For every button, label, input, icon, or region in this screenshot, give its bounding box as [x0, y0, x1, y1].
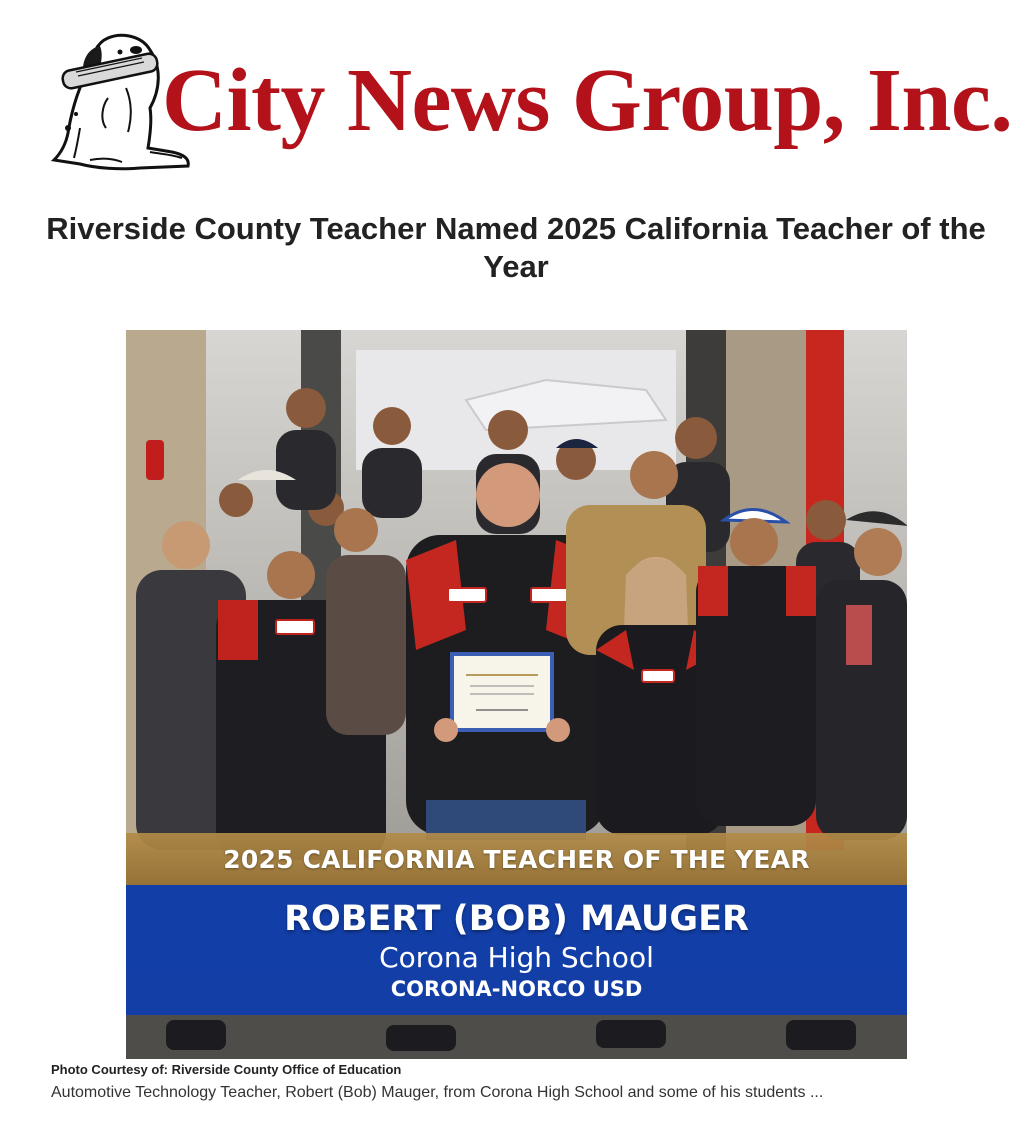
honoree-school: Corona High School	[379, 941, 654, 974]
award-banner-text: 2025 CALIFORNIA TEACHER OF THE YEAR	[223, 844, 810, 874]
photo-credit	[51, 1062, 401, 1078]
honoree-district: CORONA-NORCO USD	[390, 977, 643, 1001]
photo-caption: Automotive Technology Teacher, Robert (Bob) Mauger, from Corona High School and some of his students ...	[51, 1084, 824, 1101]
honoree-name: ROBERT (BOB) MAUGER	[284, 899, 749, 939]
photo-credit-source: Riverside County Office of Education	[171, 1062, 402, 1077]
article-headline: Riverside County Teacher Named 2025 California Teacher of the Year	[46, 211, 986, 284]
article-photo	[126, 330, 907, 1059]
honoree-banner	[126, 885, 907, 1015]
award-banner	[126, 833, 907, 885]
masthead	[50, 28, 1013, 178]
brand-name[interactable]: City News Group, Inc.	[162, 51, 1013, 150]
photo-credit-label: Photo Courtesy of:	[51, 1062, 168, 1077]
